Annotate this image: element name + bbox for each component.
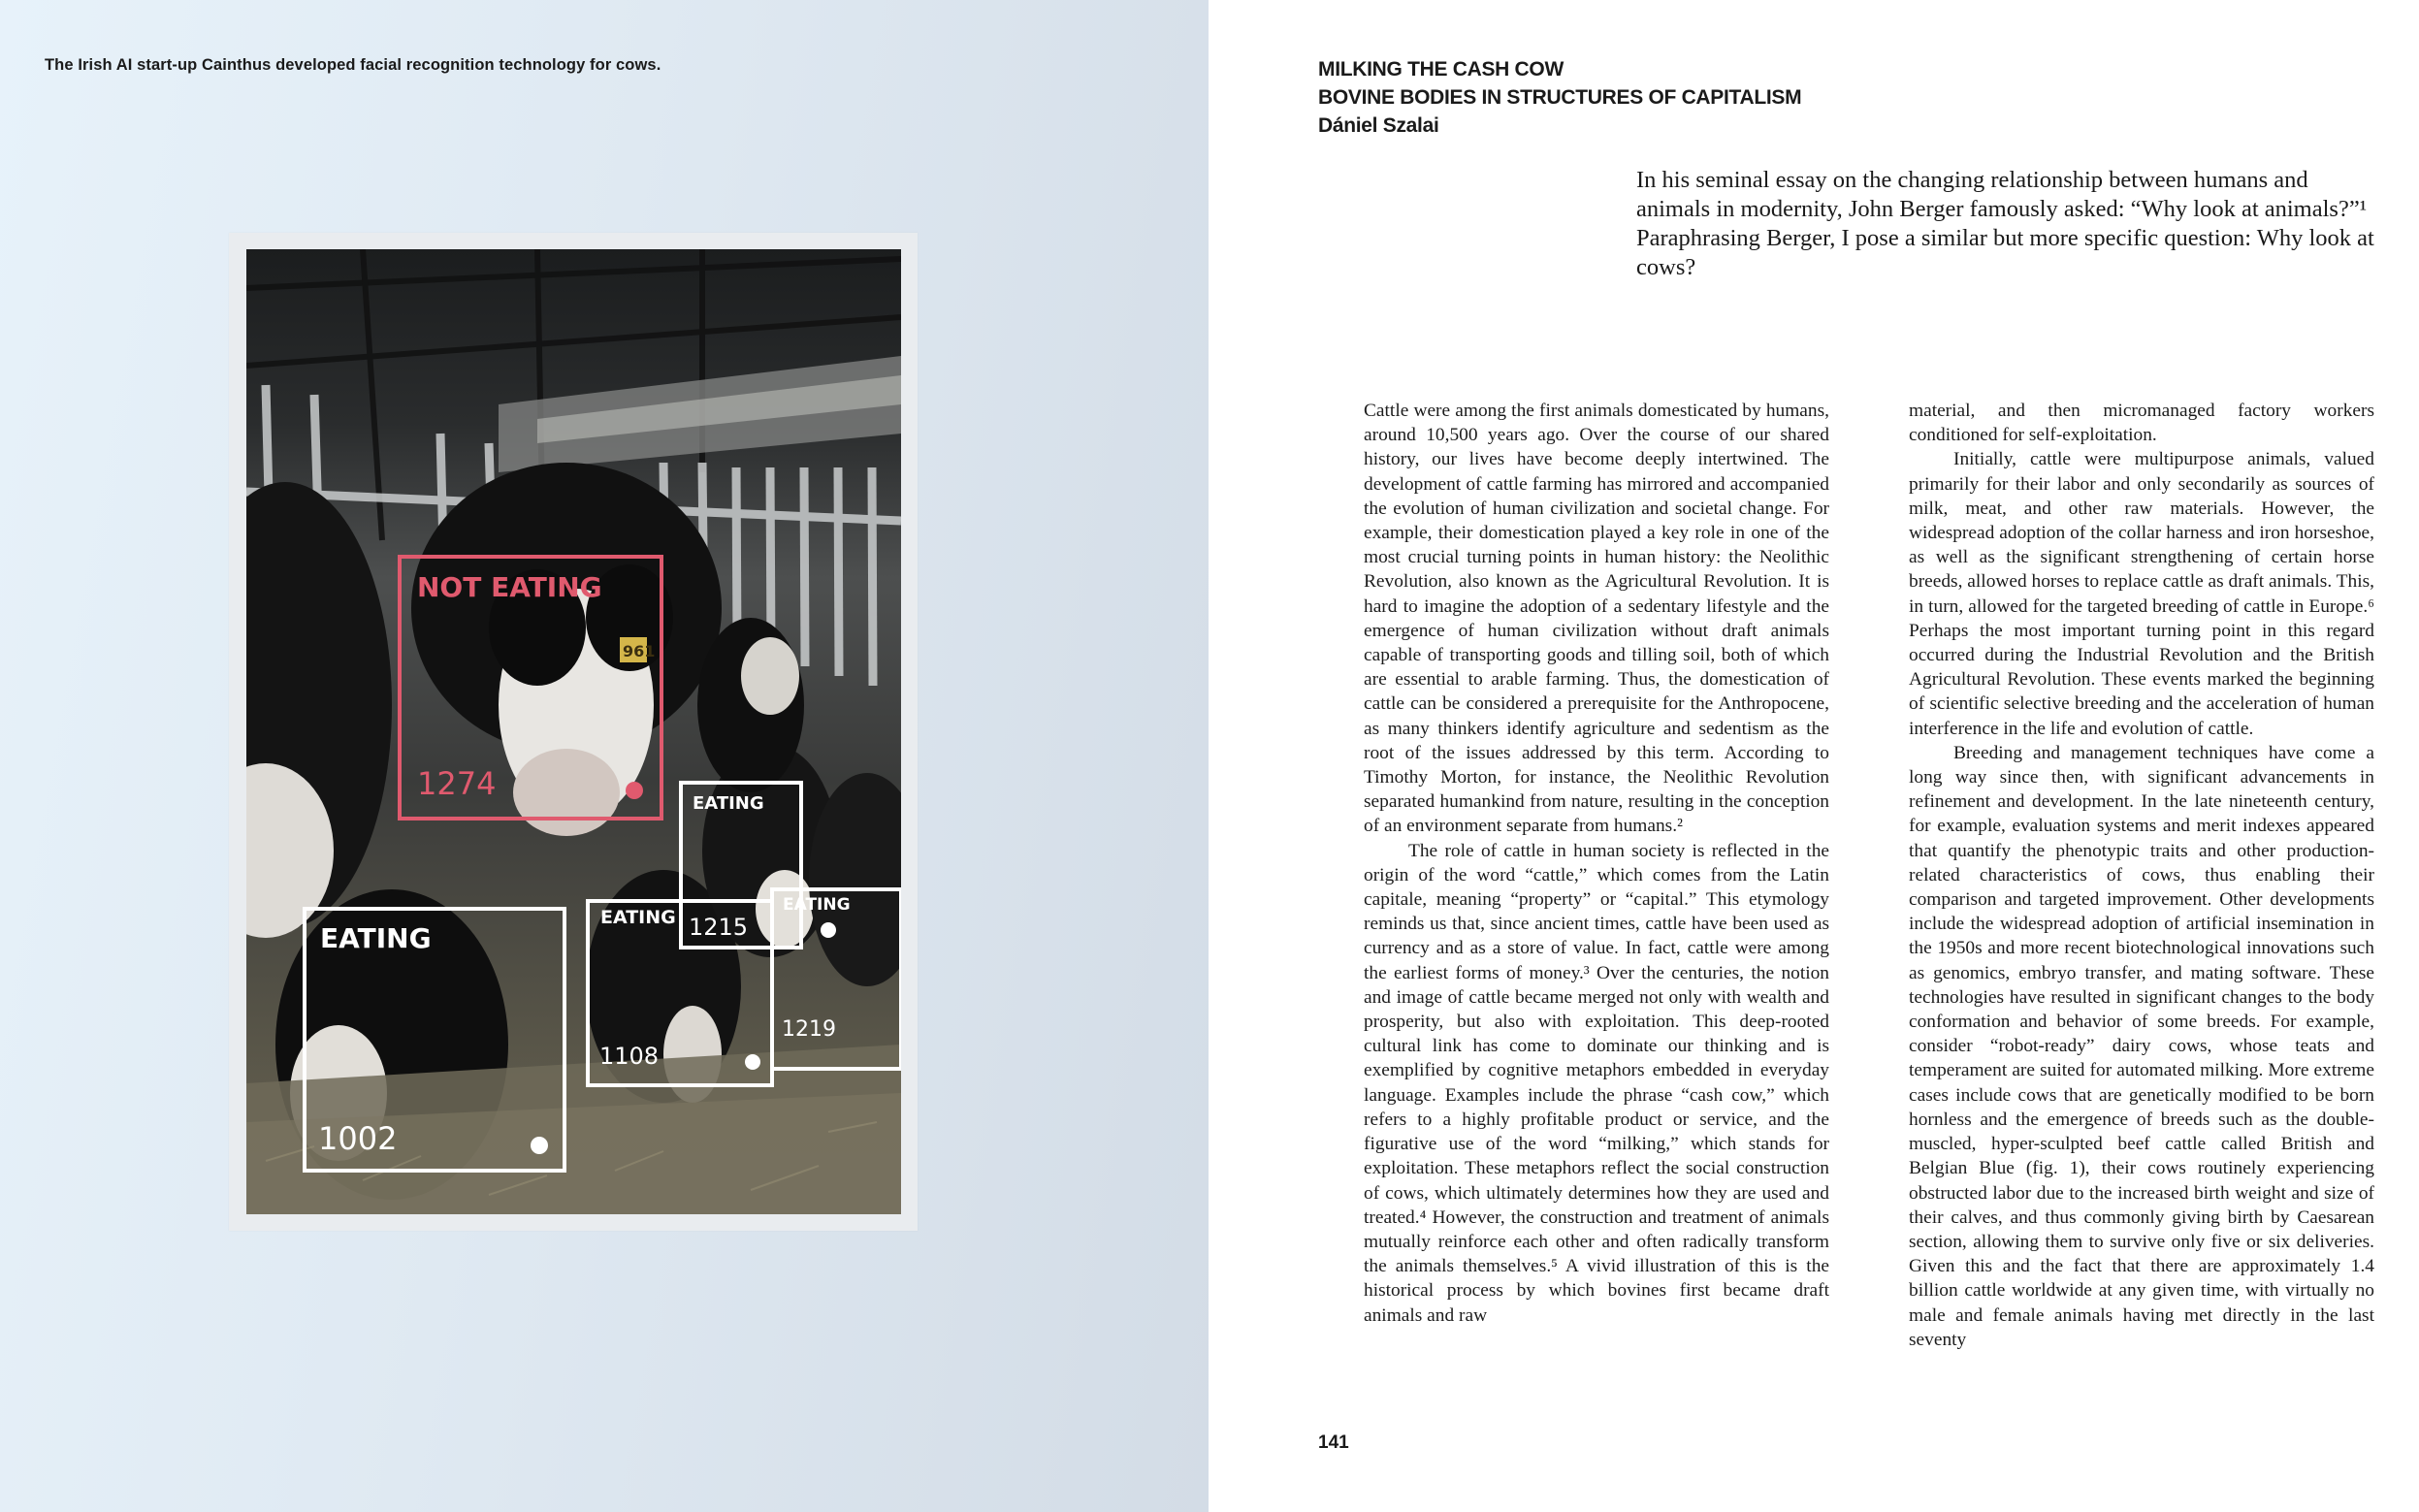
detection-id: 1215 bbox=[689, 914, 749, 941]
detection-id: 1002 bbox=[318, 1120, 398, 1157]
lede-paragraph: In his seminal essay on the changing relationship between humans and animals in modernity, John Berger famously asked: “Why look at animals?”¹ Paraphrasing Berger, I pose a similar but more specific question: Why look at cows? bbox=[1636, 167, 2374, 280]
photo-frame bbox=[229, 233, 918, 1231]
detection-id: 1219 bbox=[782, 1017, 836, 1042]
figure-caption: The Irish AI start-up Cainthus developed facial recognition technology for cows. bbox=[45, 56, 661, 74]
body-paragraph: Cattle were among the first animals domesticated by humans, around 10,500 years ago. Over the course of our shared history, our lives have become deeply intertwined. The development of cattle farming has mirrored and accompanied the evolution of human civilization and societal change. For example, their domestication played a key role in one of the most crucial turning points in human history: the Neolithic Revolution, also known as the Agricultural Revolution. It is hard to imagine the adoption of a sedentary lifestyle and the emergence of human civilization without draft animals capable of transporting goods and tilling soil, both of which are essential to arable farming. Thus, the domestication of cattle can be considered a prerequisite for the Anthropocene, as many thinkers identify agriculture and sedentism as the root of the issues addressed by this term. According to Timothy Morton, for instance, the Neolithic Revolution separated humankind from nature, resulting in the conception of an environment separate from humans.² bbox=[1364, 401, 1829, 837]
detection-label: EATING bbox=[600, 907, 676, 928]
right-page bbox=[1209, 0, 2419, 1512]
detection-dot bbox=[745, 1054, 760, 1070]
detection-label: EATING bbox=[783, 895, 851, 915]
body-paragraph: material, and then micromanaged factory workers conditioned for self-exploitation. bbox=[1909, 401, 2374, 446]
barn-scene bbox=[246, 249, 901, 1214]
body-column-2 bbox=[1909, 399, 2374, 1352]
detection-dot bbox=[626, 782, 643, 799]
article-subtitle: BOVINE BODIES IN STRUCTURES OF CAPITALISM bbox=[1318, 86, 1802, 109]
detection-id: 1108 bbox=[599, 1043, 660, 1070]
detection-dot bbox=[821, 922, 836, 938]
body-paragraph: Initially, cattle were multipurpose animals, valued primarily for their labor and only secondarily as sources of milk, meat, and other raw materials. However, the widespread adoption of the collar harness and iron horseshoe, as well as the significant strengthening of certain horse breeds, allowed horses to replace cattle as draft animals. This, in turn, allowed for the targeted breeding of cattle in Europe.⁶ Perhaps the most important turning point in this regard occurred during the Industrial Revolution and the British Agricultural Revolution. These events marked the beginning of scientific selective breeding and the acceleration of human interference in the life and evolution of cattle. bbox=[1909, 449, 2374, 739]
cow-recognition-photo bbox=[246, 249, 901, 1214]
body-paragraph: Breeding and management techniques have come a long way since then, with significant advancements in refinement and development. In the late nineteenth century, for example, evaluation systems and merit indexes appeared that quantify the phenotypic traits and other production-related characteristics of cows, thus enabling their comparison and targeted improvement. Other developments include the widespread adoption of artificial insemination in the 1950s and more recent biotechnological innovations such as genomics, embryo transfer, and mating software. These technologies have resulted in significant changes to the body conformation and behavior of some breeds. For example, consider “robot-ready” dairy cows, whose teats and temperament are suited for automated milking. More extreme cases include cows that are genetically modified to be born hornless and the emergence of breeds such as the double-muscled, hyper-sculpted beef cattle called British and Belgian Blue (fig. 1), their cows routinely experiencing obstructed labor due to the increased birth weight and size of their calves, and thus commonly giving birth by Caesarean section, allowing them to survive only five or six deliveries. Given this and the fact that there are approximately 1.4 billion cattle worldwide at any given time, with virtually no male and female animals having met directly in the last seventy bbox=[1909, 742, 2374, 1350]
detection-label: EATING bbox=[693, 793, 764, 814]
detection-id: 1274 bbox=[417, 765, 497, 802]
article-author: Dániel Szalai bbox=[1318, 114, 1439, 137]
body-column-1 bbox=[1364, 399, 1829, 1328]
body-paragraph: The role of cattle in human society is reflected in the origin of the word “cattle,” which comes from the Latin capitale, meaning “property” or “capital.” This etymology reminds us that, since ancient times, cattle have been used as currency and as a store of value. In fact, cattle were among the earliest forms of money.³ Over the centuries, the notion and image of cattle became merged not only with wealth and prosperity, but also with exploitation. This deep-rooted cultural link has come to dominate our thinking and is exemplified by cognitive metaphors embedded in everyday language. Examples include the phrase “cash cow,” which refers to a highly profitable product or service, and the figurative use of the word “milking,” which stands for exploitation. These metaphors reflect the social construction of cows, which ultimately determines how they are used and treated.⁴ However, the construction and treatment of animals mutually reinforce each other and often radically transform the animals themselves.⁵ A vivid illustration of this is the historical process by which bovines first became draft animals and raw bbox=[1364, 840, 1829, 1326]
page-number: 141 bbox=[1318, 1432, 1349, 1453]
detection-label: EATING bbox=[320, 922, 432, 954]
article-title: MILKING THE CASH COW bbox=[1318, 58, 1564, 80]
detection-dot bbox=[531, 1137, 548, 1154]
detection-label: NOT EATING bbox=[417, 571, 602, 603]
article-header bbox=[1318, 55, 1801, 140]
left-page bbox=[0, 0, 1209, 1512]
ear-tag: 961 bbox=[623, 642, 656, 660]
